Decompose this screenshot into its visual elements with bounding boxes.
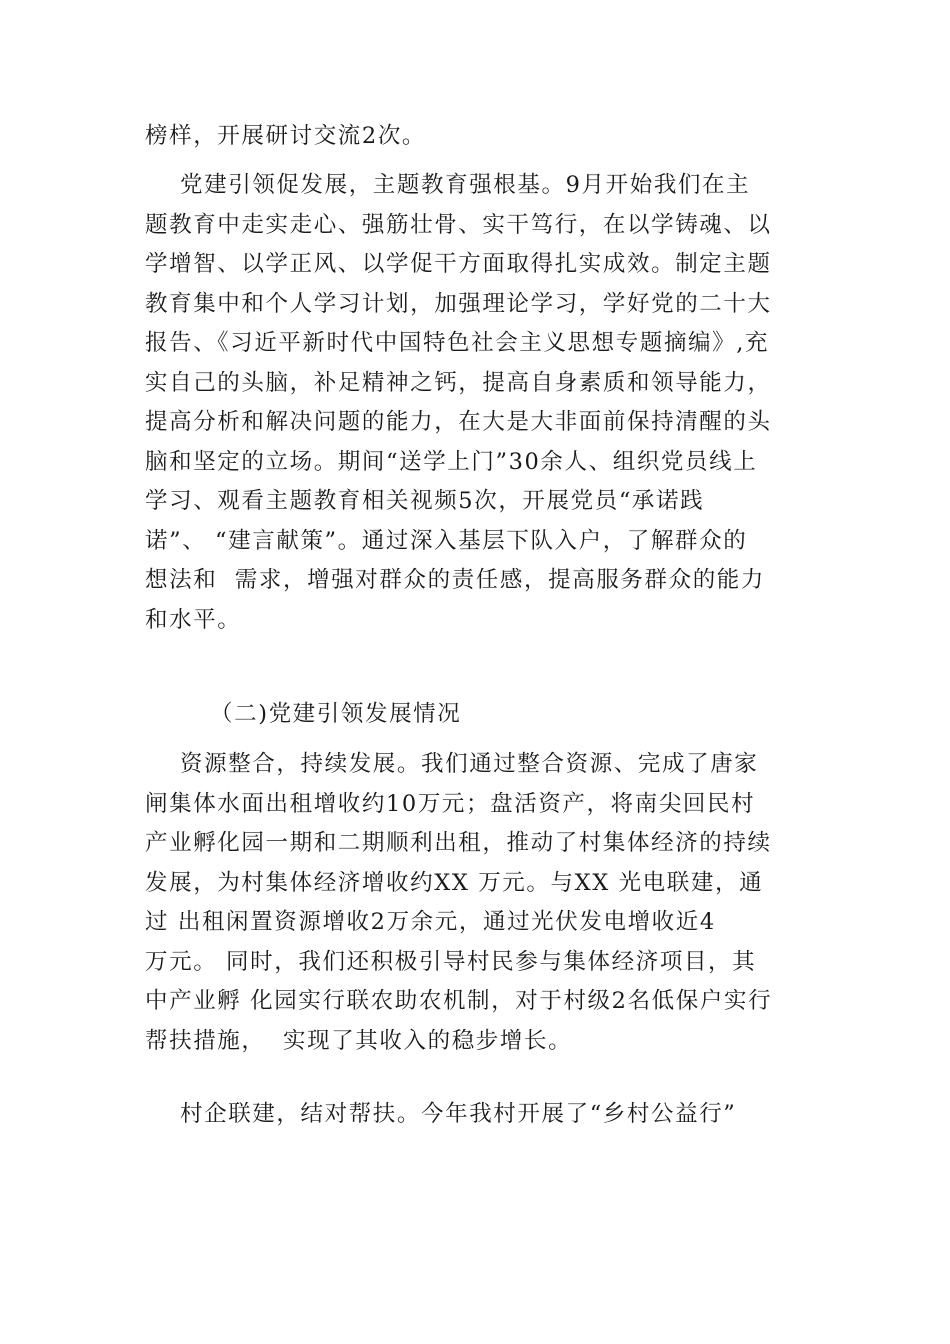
text-line: 想法和 需求，增强对群众的责任感，提高服务群众的能力 (145, 567, 766, 593)
text-line: 过 出租闲置资源增收2万余元，通过光伏发电增收近4 (145, 909, 716, 935)
text-line: 资源整合，持续发展。我们通过整合资源、完成了唐家 (145, 751, 759, 777)
text-line: 教育集中和个人学习计划，加强理论学习，学好党的二十大 (145, 290, 772, 317)
text-line: 榜样，开展研讨交流2次。 (145, 123, 427, 149)
text-line: 脑和坚定的立场。期间“送学上门”30余人、组织党员线上 (145, 448, 758, 475)
paragraph-resource-integration (145, 745, 820, 1061)
text-line: 产业孵化园一期和二期顺利出租，推动了村集体经济的持续 (145, 830, 772, 856)
text-line: 提高分析和解决问题的能力，在大是大非面前保持清醒的头 (145, 409, 772, 435)
text-line: 中产业孵 化园实行联农助农机制，对于村级2名低保户实行 (145, 988, 773, 1014)
text-line: 报告、《习近平新时代中国特色社会主义思想专题摘编》,充 (145, 330, 770, 356)
text-line: 题教育中走实走心、强筋壮骨、实干笃行，在以学铸魂、以 (145, 211, 772, 238)
paragraph-continuation (145, 117, 820, 157)
text-line: 万元。 同时，我们还积极引导村民参与集体经济项目，其 (145, 948, 757, 975)
paragraph-party-building-theme-education (145, 166, 820, 640)
text-line: 学习、观看主题教育相关视频5次，开展党员“承诺践 (145, 488, 705, 514)
text-line: 帮扶措施， 实现了其收入的稳步增长。 (145, 1027, 573, 1054)
text-line: 发展，为村集体经济增收约XX 万元。与XX 光电联建，通 (145, 869, 764, 896)
text-line: 学增智、以学正风、以学促干方面取得扎实成效。制定主题 (145, 251, 772, 277)
text-line: 实自己的头脑，补足精神之钙，提高自身素质和领导能力， (145, 369, 772, 396)
section-heading: （二)党建引领发展情况 (210, 701, 462, 727)
text-line: 党建引领促发展，主题教育强根基。9月开始我们在主 (145, 172, 751, 198)
text-line: 闸集体水面出租增收约10万元；盘活资产，将南尖回民村 (145, 790, 756, 817)
text-line: 诺”、 “建言献策”。通过深入基层下队入户，了解群众的 (145, 527, 748, 554)
text-line: 村企联建，结对帮扶。今年我村开展了“乡村公益行” (145, 1101, 737, 1127)
paragraph-village-enterprise (145, 1095, 820, 1135)
text-line: 和水平。 (145, 606, 242, 633)
